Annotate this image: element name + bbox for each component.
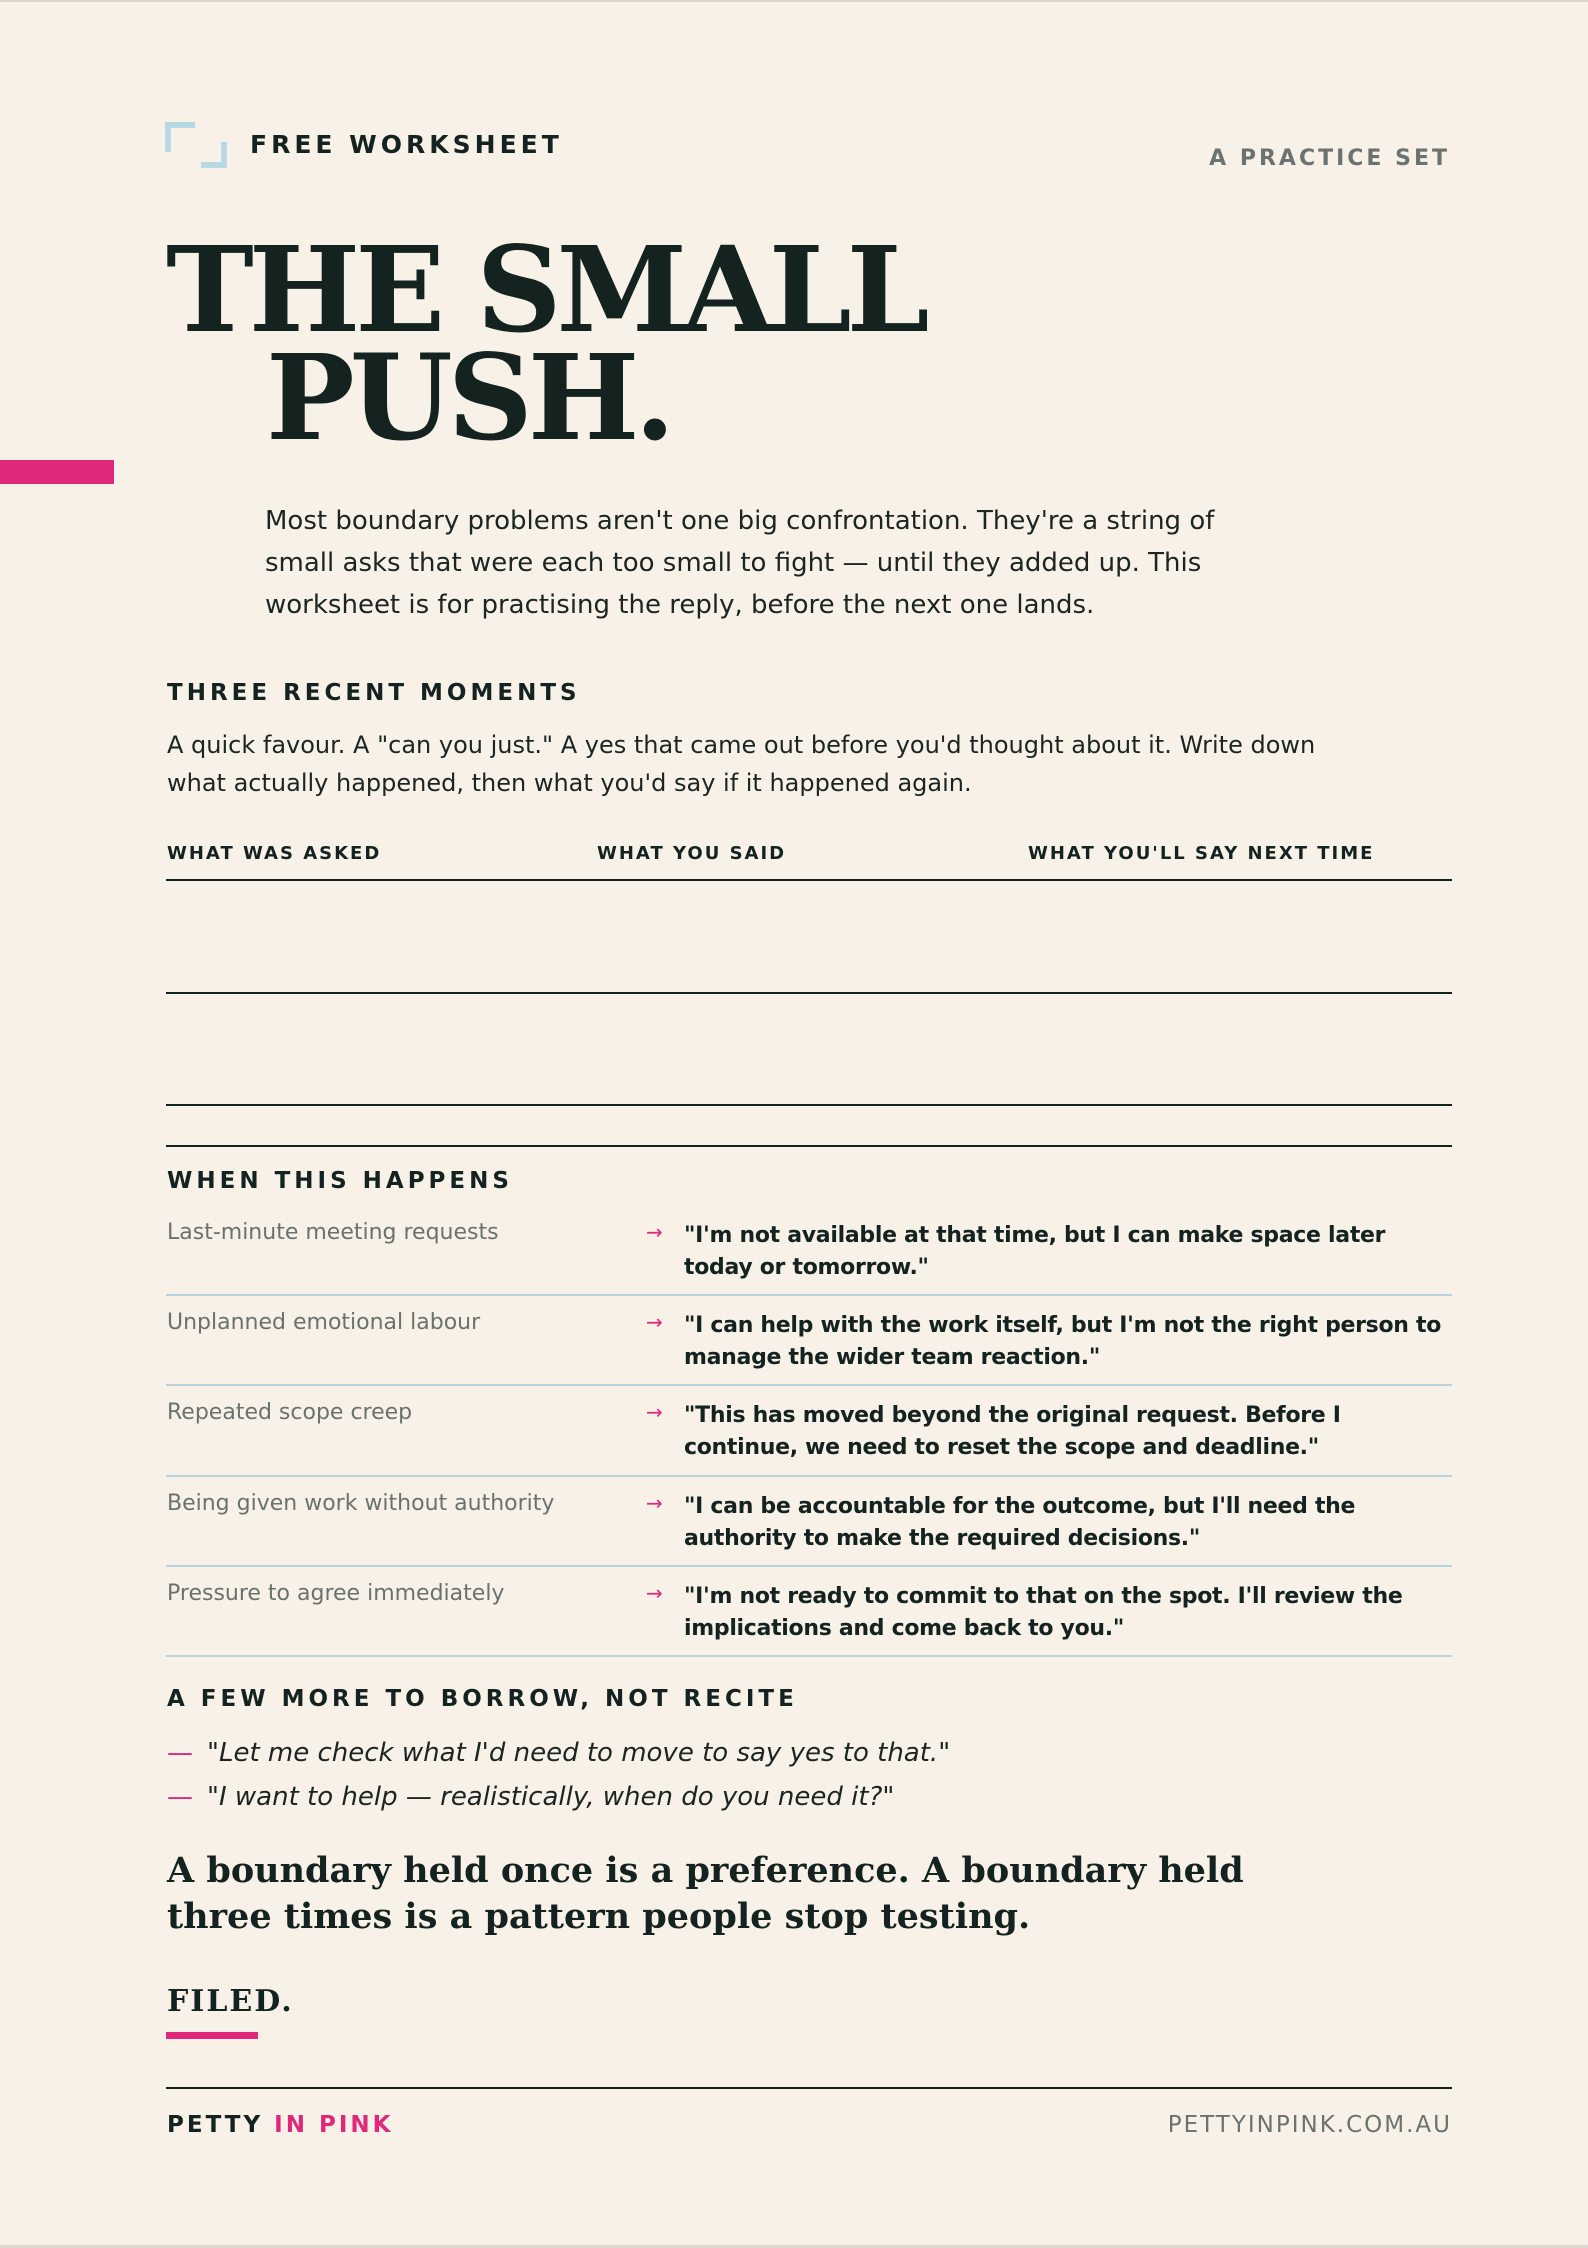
- pull-quote: A boundary held once is a preference. A boundary held three times is a pattern people stop testing.: [167, 1850, 1244, 1937]
- moments-section-label: THREE RECENT MOMENTS: [167, 680, 581, 706]
- when-situation: Unplanned emotional labour: [167, 1310, 481, 1335]
- when-row: [166, 1386, 1452, 1477]
- when-row: [166, 1477, 1452, 1567]
- arrow-right-icon: →: [646, 1220, 663, 1244]
- when-reply: "I can be accountable for the outcome, but I'll need the authority to make the required decisions.": [684, 1494, 1356, 1551]
- page-title: [166, 220, 925, 467]
- moments-description: A quick favour. A "can you just." A yes that came out before you'd thought about it. Write down what actually happened, then what you'd say if it happened again.: [167, 731, 1316, 797]
- page-top-border: [0, 0, 1588, 2]
- title-line-2: PUSH.: [266, 328, 671, 467]
- borrow-section-label: A FEW MORE TO BORROW, NOT RECITE: [167, 1686, 798, 1712]
- brand-logo: [167, 2112, 393, 2138]
- arrow-right-icon: →: [646, 1400, 663, 1424]
- accent-tab: [0, 460, 114, 484]
- intro-paragraph: Most boundary problems aren't one big confrontation. They're a string of small asks that were each too small to fight — until they added up. This worksheet is for practising the reply, before the next one lands.: [265, 506, 1215, 620]
- section-divider: [166, 1145, 1452, 1147]
- borrow-phrase: "I want to help — realistically, when do you need it?": [207, 1782, 895, 1812]
- dash-icon: —: [167, 1782, 193, 1812]
- dash-icon: —: [167, 1738, 193, 1768]
- series-label: A PRACTICE SET: [1209, 146, 1450, 171]
- moments-entry-line: [166, 992, 1452, 994]
- when-situation: Last-minute meeting requests: [167, 1220, 499, 1245]
- borrow-phrase: "Let me check what I'd need to move to say yes to that.": [207, 1738, 951, 1768]
- column-header-asked: WHAT WAS ASKED: [167, 843, 382, 864]
- when-situation: Being given work without authority: [167, 1491, 555, 1516]
- column-header-said: WHAT YOU SAID: [597, 843, 787, 864]
- when-reply: "I'm not available at that time, but I can make space later today or tomorrow.": [684, 1223, 1386, 1280]
- borrow-line: [167, 1738, 950, 1768]
- moments-header-rule: [166, 879, 1452, 881]
- when-situation: Pressure to agree immediately: [167, 1581, 505, 1606]
- filed-stamp: FILED.: [167, 1984, 294, 2019]
- when-row: [166, 1567, 1452, 1657]
- filed-underline: [166, 2032, 258, 2039]
- arrow-right-icon: →: [646, 1581, 663, 1605]
- column-header-next-time: WHAT YOU'LL SAY NEXT TIME: [1028, 843, 1375, 864]
- when-row: [166, 1296, 1452, 1386]
- brand-name: PETTY: [167, 2112, 264, 2138]
- when-section-label: WHEN THIS HAPPENS: [167, 1168, 513, 1194]
- when-situation: Repeated scope creep: [167, 1400, 413, 1425]
- arrow-right-icon: →: [646, 1310, 663, 1334]
- arrow-right-icon: →: [646, 1491, 663, 1515]
- when-reply: "I can help with the work itself, but I'm not the right person to manage the wider team reaction.": [684, 1313, 1442, 1370]
- worksheet-eyebrow: FREE WORKSHEET: [250, 130, 563, 159]
- when-reply: "I'm not ready to commit to that on the spot. I'll review the implications and come back to you.": [684, 1584, 1403, 1641]
- when-reply: "This has moved beyond the original request. Before I continue, we need to reset the scope and deadline.": [684, 1403, 1341, 1460]
- brand-accent: IN PINK: [274, 2112, 394, 2138]
- moments-entry-line: [166, 1104, 1452, 1106]
- when-row: [166, 1206, 1452, 1296]
- borrow-line: [167, 1782, 894, 1812]
- website-url: PETTYINPINK.COM.AU: [1167, 2112, 1452, 2138]
- corner-bracket-icon: [165, 122, 227, 168]
- footer-rule: [166, 2087, 1452, 2089]
- title-line-1: THE SMALL: [166, 220, 925, 359]
